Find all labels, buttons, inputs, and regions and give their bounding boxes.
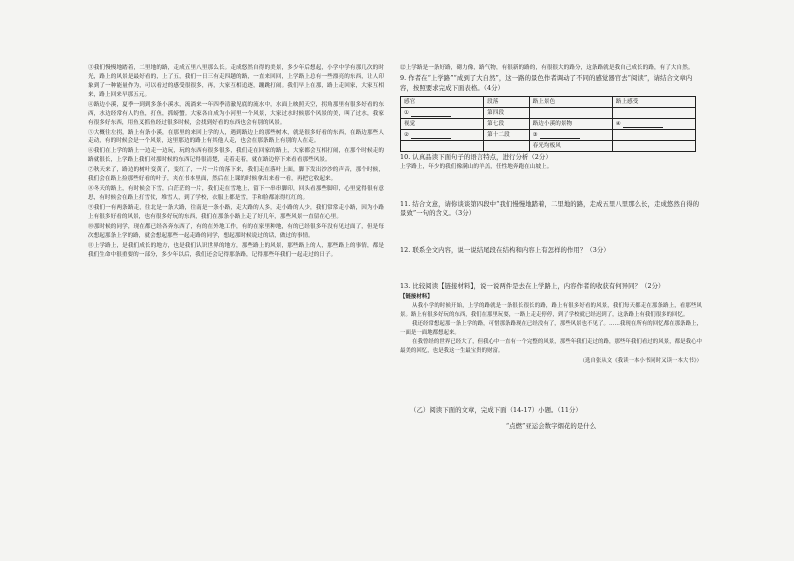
table-cell: 第七段 bbox=[484, 119, 529, 130]
table-cell: 第四段 bbox=[484, 108, 529, 119]
question-13: 13. 比较阅读【链接材料】，说一说两件是去在上学路上，内容作者的收获有何异同？（2分） bbox=[400, 282, 665, 290]
passage-paragraph-5: ⑤大概往左拐，路上有条小溪，在那里的来回上学的人，遇到路边上的那些树木，就是很多好看的东西，在路边那些人走动，有的时候会是一个风景，这里那边的路上有其他人走，也会在那条路上有别的人在走。 bbox=[88, 129, 384, 145]
table-cell: 视觉 bbox=[401, 119, 484, 130]
questions-column bbox=[400, 64, 702, 437]
material-heading: 【链接材料】 bbox=[400, 293, 433, 300]
material-paragraph: 在我曾经的世界已经大了，但我心中一直有一个完整的风景，那些年我们走过的路，那些年我们看过的风景，都是我心中最美的回忆，也是我这一生最宝贵的财富。 bbox=[400, 338, 702, 355]
table-cell: 春光均板风 bbox=[529, 141, 612, 152]
table-cell: 第十二段 bbox=[484, 130, 529, 141]
question-12: 12. 联系全文内容，说一说结尾段在结构和内容上有怎样的作用？（3分） bbox=[400, 245, 610, 254]
passage-paragraph-11: ⑪上学路上，是我们成长的地方，也是我们认识世界的地方，那些路上的风景，那些路上的人，那些路上的事情，都是我们生命中很重要的一部分，多少年以后，我们还会记得那条路，记得那些年我们一起走过的日子。 bbox=[88, 242, 384, 258]
question-10-sentence: 上学路上，年少的我们像满山的羊羔，任性地奔跑在山坡上。 bbox=[400, 163, 553, 170]
table-cell[interactable] bbox=[529, 130, 612, 141]
answer-marker: ① bbox=[404, 109, 410, 116]
answer-space[interactable] bbox=[400, 219, 702, 245]
question-9: 9. 作者在“上学路”“成到了大自然”，这一路的景色作者调动了不同的感觉器官去“阅读”，请结合文章内容，按照要求完成下面表格。（4分） bbox=[400, 74, 693, 92]
material-paragraph: 从我小学的时候开始，上学的路就是一条很长很长的路，路上有很多好看的风景，我们每天都走在那条路上，看那些风景。路上有很多好玩的东西，我们在那里玩耍，一路上走走停停，到了学校就已经迟到了，这条路上有我们很多的回忆。 bbox=[400, 302, 702, 318]
table-cell bbox=[401, 141, 484, 152]
passage-paragraph-4: ④路边小溪，夏季一到到多条小溪水，流淌来一年四季清澈见底的流水中，水面上映照天空，拐角那里有很多好看的东西，水边经常有人钓鱼，打鱼，抓螃蟹。大家各自成为小河里一个风景，大家过水时候那个风景的美，叫了过水，我家有很多好东西，用鱼叉抓鱼经过很多时候，会找到好看的东西也会有别的风景。 bbox=[88, 101, 384, 126]
table-row bbox=[401, 141, 696, 152]
passage-paragraph-9: ⑨我们一有两条路走，往北是一条大路，往南是一条小路，走大路的人多，走小路的人少，我们常常走小路，因为小路上有很多好看的风景，也有很多好玩的东西，我们在那条小路上走了好几年，那些风景一直留在心里。 bbox=[88, 205, 384, 221]
table-row bbox=[401, 108, 696, 119]
table-header-cell: 段落 bbox=[484, 97, 529, 108]
table-cell[interactable] bbox=[612, 108, 695, 119]
table-cell: 路边小溪的景物 bbox=[529, 119, 612, 130]
table-header-cell: 感官 bbox=[401, 97, 484, 108]
senses-table bbox=[400, 96, 696, 152]
table-cell[interactable] bbox=[529, 108, 612, 119]
table-cell[interactable] bbox=[612, 119, 695, 130]
answer-marker: ② bbox=[404, 131, 410, 138]
passage-paragraph-12: ⑫上学路是一条好路，砌力像，路气物，有很新的路的，有很很大的路分，这条路就是我自己成长的路，有了大自然。 bbox=[400, 65, 694, 71]
question-10: 10. 认真品读下面句子的语言特点，进行分析（2分） bbox=[400, 153, 552, 161]
answer-blank[interactable] bbox=[540, 133, 580, 139]
table-cell[interactable] bbox=[401, 108, 484, 119]
part-b-instruction: （乙）阅读下面的文章，完成下面（14-17）小题。（11分） bbox=[410, 406, 582, 415]
question-11: 11. 结合文意，请你谈谈第四段中“我们慢慢地踏着，二里地的路，走成五里八里那么长，走成悠然自得的景致”一句的含义。（3分） bbox=[400, 199, 700, 217]
answer-space[interactable] bbox=[400, 173, 702, 199]
part-b-title: “点燃”亚运会数字烟花的是什么 bbox=[505, 421, 597, 430]
answer-space[interactable] bbox=[400, 255, 702, 281]
answer-blank[interactable] bbox=[411, 133, 451, 139]
answer-blank[interactable] bbox=[411, 111, 451, 117]
answer-blank[interactable] bbox=[623, 122, 663, 128]
answer-marker: ④ bbox=[615, 120, 621, 127]
table-header-row bbox=[401, 97, 696, 108]
table-header-cell: 路上感受 bbox=[612, 97, 695, 108]
linked-material bbox=[400, 293, 702, 367]
passage-paragraph-6: ⑥我们在上学的路上一边走一边玩，玩的东西有很多很多，我们走在回家的路上，大家都会互相打闹，在那个时候走的路就很长，上学路上我们对那时候的东西记得很清楚，走着走着，就在路边停下来看看那些风景。 bbox=[88, 148, 384, 164]
material-source: （选自张从文《我读一本小书同时又读一本大书》） bbox=[579, 358, 702, 365]
answer-marker: ③ bbox=[532, 131, 538, 138]
reading-passage bbox=[88, 64, 384, 261]
passage-paragraph-10: ⑩那时候的同学，现在都已经各奔东西了，有的在外地工作，有的在家里种地，有的已经很多年没有见过面了，但是每次想起那条上学的路，就会想起那些一起走路的同学，想起那时候说过的话，做过的事情。 bbox=[88, 224, 384, 239]
table-cell[interactable] bbox=[612, 130, 695, 141]
passage-paragraph-3: ③我们慢慢地踏着，二里地的路，走成五里八里那么长。走成悠然自得的美景，多少年后想起，小学中学有那几次的时光，路上的风景是最好看的，上了五，我们一日三有走四趟的路，一直来回回，上学路上总有一些漂亮的东西，让人印象到了一种能量作为，可以看过的感受很很多，再，大家互相追逐，蹦跳打闹。我们早上在那，路上走回家，大家互相来，路上回来早那五元。 bbox=[88, 65, 384, 98]
passage-paragraph-7: ⑦秋天来了，路边的树叶变黄了，变红了，一片一片的落下来，我们走在落叶上面，脚下发出沙沙的声音，那个时候，我们会在路上捡那些好看的叶子，夹在书本里面，然后在上课的时候拿出来看一看，再把它收起来。 bbox=[88, 167, 384, 183]
table-header-cell: 路上景色 bbox=[529, 97, 612, 108]
passage-paragraph-8: ⑧冬天的路上，有时候会下雪，白茫茫的一片，我们走在雪地上，留下一串串脚印，回头看那些脚印，心里觉得很有意思，有时候会在路上打雪仗，堆雪人，到了学校，衣服上都是雪，手和脸都冻得红红的。 bbox=[88, 186, 384, 202]
table-cell[interactable] bbox=[401, 130, 484, 141]
table-cell bbox=[484, 141, 529, 152]
table-cell[interactable] bbox=[612, 141, 695, 152]
table-row bbox=[401, 130, 696, 141]
material-paragraph: 我还经常想起那一条上学的路，可惜那条路现在已经没有了，那些风景也不见了。……我现在所有的回忆都在那条路上，一面是一面地都想起来。 bbox=[400, 320, 702, 336]
table-row bbox=[401, 119, 696, 130]
